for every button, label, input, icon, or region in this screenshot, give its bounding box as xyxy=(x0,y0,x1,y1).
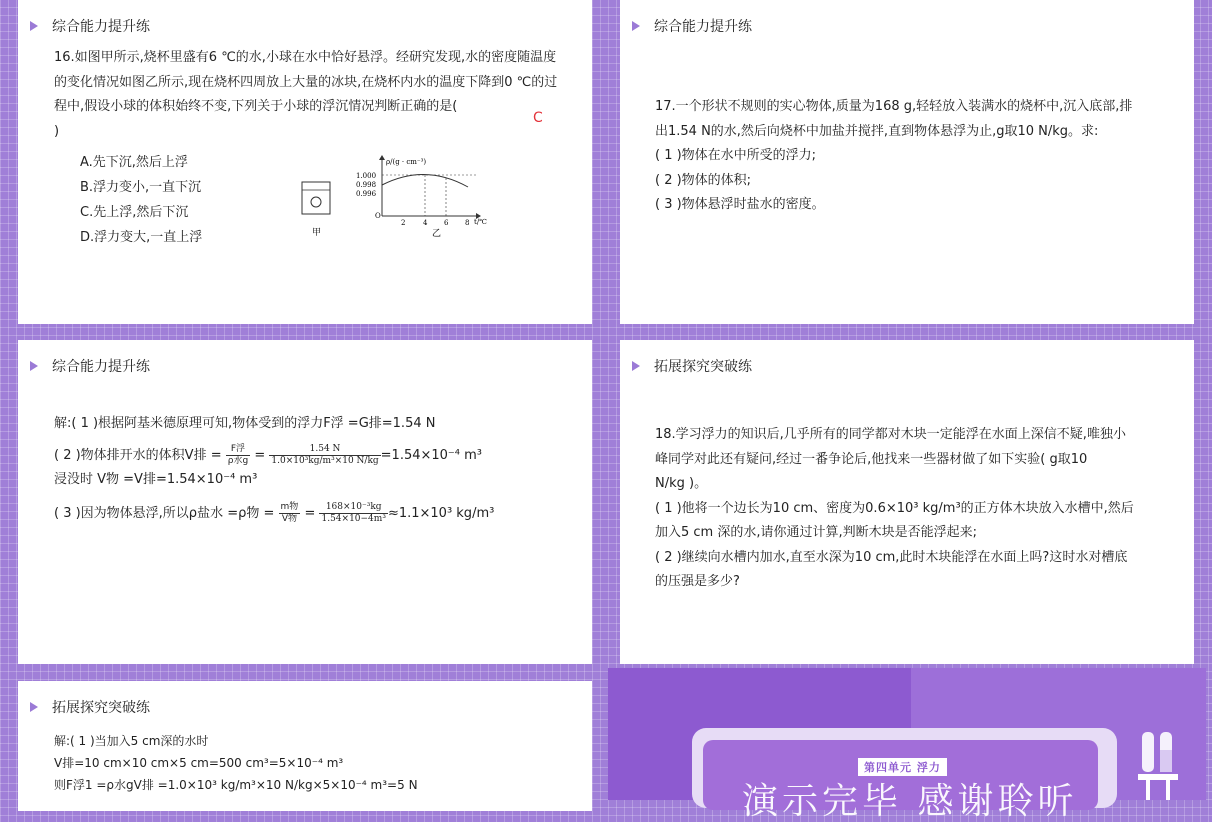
origin-label: O xyxy=(375,212,381,220)
q18-line: 加入5 cm 深的水,请你通过计算,判断木块是否能浮起来; xyxy=(655,525,977,540)
solution-line-1: 解:( 1 )根据阿基米德原理可知,物体受到的浮力F浮 =G排=1.54 N xyxy=(54,416,436,431)
q18-line: 峰同学对此还有疑问,经过一番争论后,他找来一些器材做了如下实验( g取10 xyxy=(655,451,1088,467)
closing-title: 演示完毕 感谢聆听 xyxy=(742,781,1078,822)
solution-line: 则F浮1 =ρ水gV排 =1.0×10³ kg/m³×10 N/kg×5×10⁻⁴ m³=5 N xyxy=(54,778,418,792)
section-title: 综合能力提升练 xyxy=(52,19,150,35)
q17-line: ( 3 )物体悬浮时盐水的密度。 xyxy=(655,197,825,212)
slide-card xyxy=(620,0,1194,324)
slide-card xyxy=(18,340,592,664)
slide-2[interactable] xyxy=(608,0,1206,332)
q17-line: 出1.54 N的水,然后向烧杯中加盐并搅拌,直到物体悬浮为止,g取10 N/kg。求: xyxy=(655,123,1099,139)
option-b: B.浮力变小,一直下沉 xyxy=(80,180,202,195)
section-header xyxy=(632,16,752,36)
q18-line: N/kg )。 xyxy=(655,476,708,491)
ytick-1000: 1.000 xyxy=(356,172,377,180)
slide-1[interactable] xyxy=(6,0,604,332)
slide-4[interactable] xyxy=(608,340,1206,672)
fig-label-b: 乙 xyxy=(432,229,442,239)
xtick-2: 2 xyxy=(401,219,406,227)
triangle-bullet-icon xyxy=(632,21,640,31)
q18-line: ( 2 )继续向水槽内加水,直至水深为10 cm,此时木块能浮在水面上吗?这时水对槽底 xyxy=(655,549,1128,565)
q17-line: 17.一个形状不规则的实心物体,质量为168 g,轻轻放入装满水的烧杯中,沉入底部,排 xyxy=(655,99,1133,114)
section-title: 拓展探究突破练 xyxy=(654,359,752,375)
section-header xyxy=(30,697,150,717)
q18-line: 的压强是多少? xyxy=(655,574,740,589)
question-text xyxy=(54,46,558,144)
test-tube-icon xyxy=(1138,728,1188,800)
section-title: 综合能力提升练 xyxy=(52,359,150,375)
slide-5[interactable] xyxy=(6,681,604,811)
ytick-0998: 0.998 xyxy=(356,181,377,189)
solution-line: 解:( 1 )当加入5 cm深的水时 xyxy=(54,734,209,748)
ball-icon xyxy=(311,197,321,207)
ytick-0996: 0.996 xyxy=(356,190,377,198)
solution-17 xyxy=(54,412,562,526)
x-axis-label: t/℃ xyxy=(474,218,488,226)
section-header xyxy=(30,16,150,36)
xtick-8: 8 xyxy=(465,219,470,227)
solution-18 xyxy=(54,730,562,796)
question-17 xyxy=(655,95,1164,218)
slide-card xyxy=(620,340,1194,664)
question-18 xyxy=(655,423,1164,595)
option-d: D.浮力变大,一直上浮 xyxy=(80,230,203,245)
density-graph xyxy=(348,152,488,242)
question-end: ) xyxy=(54,123,60,139)
beaker-figure xyxy=(298,176,338,238)
triangle-bullet-icon xyxy=(30,361,38,371)
solution-line-2: ( 2 )物体排开水的体积V排 = $\frac{\text{F浮}}{\text{ρ水g}}$ = $\frac{1.54 N}{\text{1.0×10³kg/m³×10 N/kg}}$ =1.54×10⁻⁴ m³ xyxy=(54,444,483,466)
slide-card xyxy=(18,681,592,811)
fig-label-a: 甲 xyxy=(312,228,322,238)
options-list xyxy=(80,150,202,250)
triangle-bullet-icon xyxy=(30,21,38,31)
xtick-6: 6 xyxy=(444,219,449,227)
q17-line: ( 2 )物体的体积; xyxy=(655,172,752,188)
question-16: 16.如图甲所示,烧杯里盛有6 ℃的水,小球在水中恰好悬浮。经研究发现,水的密度随温度的变化情况如图乙所示,现在烧杯四周放上大量的冰块,在烧杯内水的温度下降到0 ℃的过程中,假设小球的体积始终不变,下列关于小球的浮沉情况判断正确的是( xyxy=(54,50,558,114)
q18-line: ( 1 )他将一个边长为10 cm、密度为0.6×10³ kg/m³的正方体木块放入水槽中,然后 xyxy=(655,500,1134,516)
answer-mark: C xyxy=(533,110,543,126)
solution-line-3: 浸没时 V物 =V排=1.54×10⁻⁴ m³ xyxy=(54,472,258,487)
q17-line: ( 1 )物体在水中所受的浮力; xyxy=(655,148,817,163)
triangle-bullet-icon xyxy=(632,361,640,371)
y-axis-label: ρ/(g · cm⁻³) xyxy=(386,158,427,166)
beaker-icon xyxy=(302,182,330,214)
option-c: C.先上浮,然后下沉 xyxy=(80,205,189,220)
xtick-4: 4 xyxy=(423,219,428,227)
triangle-bullet-icon xyxy=(30,702,38,712)
q18-line: 18.学习浮力的知识后,几乎所有的同学都对木块一定能浮在水面上深信不疑,唯独小 xyxy=(655,427,1126,442)
section-title: 综合能力提升练 xyxy=(654,19,752,35)
section-header xyxy=(30,356,150,376)
slide-card xyxy=(18,0,592,324)
option-a: A.先下沉,然后上浮 xyxy=(80,155,188,170)
solution-line-4: ( 3 )因为物体悬浮,所以ρ盐水 =ρ物 = $\frac{\text{m物}}{\text{V物}}$ = $\frac{\text{168×10⁻³kg}}{\text{1.54×10−4m³}}$ ≈1.1×10³ kg/m³ xyxy=(54,502,495,524)
section-title: 拓展探究突破练 xyxy=(52,700,150,716)
unit-tag: 第四单元 浮力 xyxy=(858,758,947,776)
section-header xyxy=(632,356,752,376)
solution-line: V排=10 cm×10 cm×5 cm=500 cm³=5×10⁻⁴ m³ xyxy=(54,756,344,770)
slide-3[interactable] xyxy=(6,340,604,672)
